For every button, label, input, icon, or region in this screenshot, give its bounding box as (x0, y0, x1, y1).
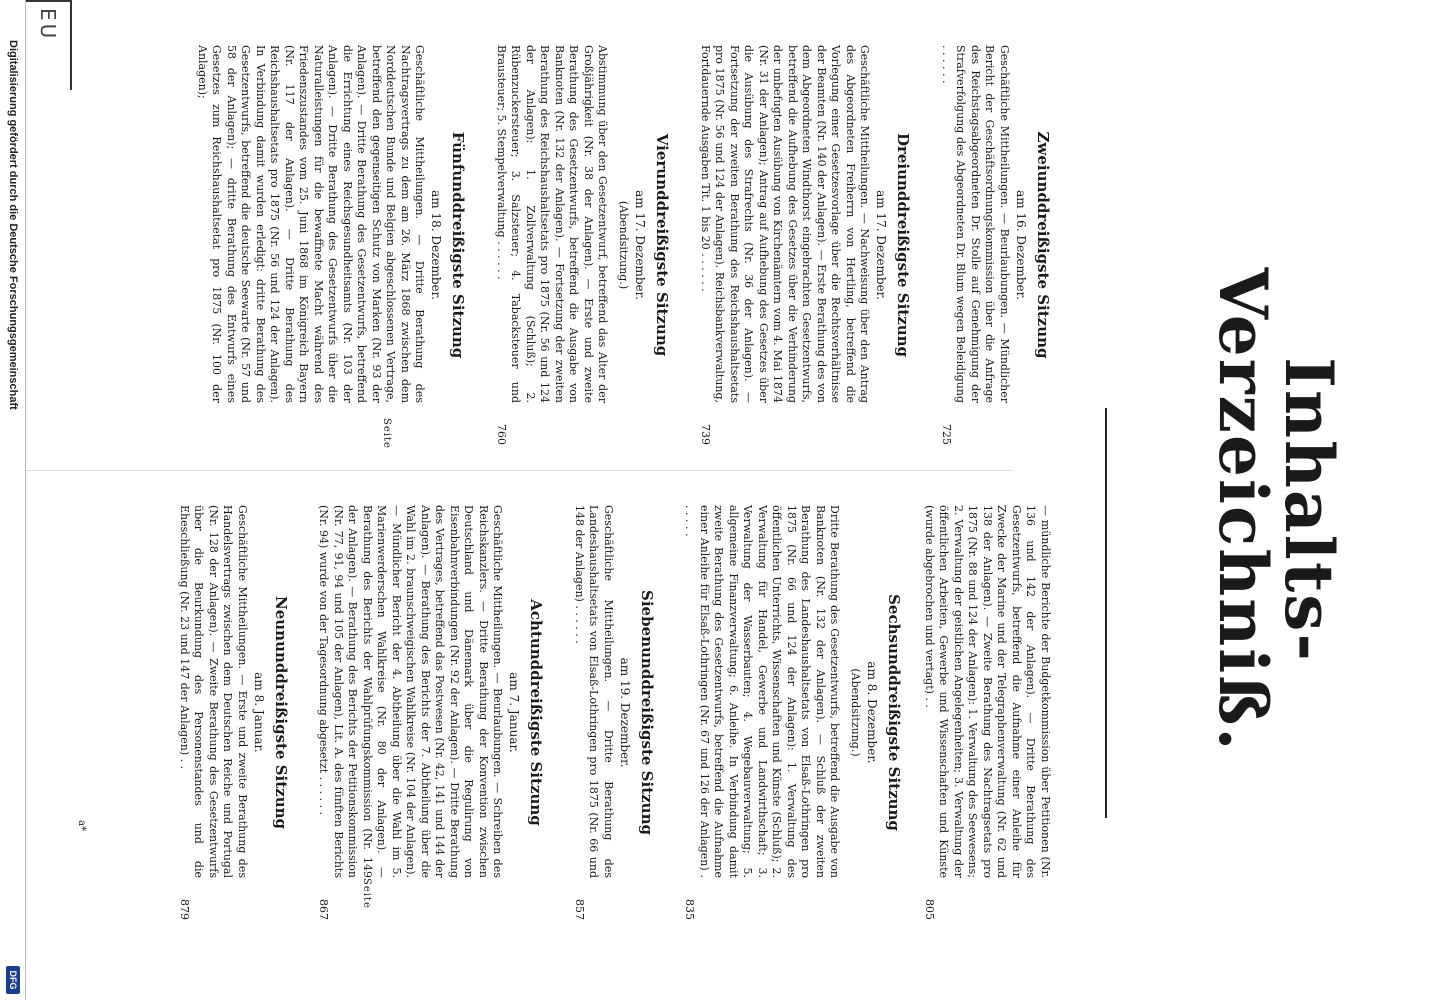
session-block (494, 45, 672, 445)
session-block (572, 505, 657, 920)
session-date: am 16. Dezember. (1014, 190, 1028, 300)
page-number: 725 (940, 424, 953, 445)
toc-entry (195, 45, 427, 445)
session-date: am 7. Januar. (507, 672, 522, 753)
toc-entry (698, 45, 872, 445)
session-date: am 17. Dezember. (874, 190, 889, 300)
page-number: 879 (178, 899, 191, 920)
column-divider (12, 470, 1012, 471)
page-number: 739 (699, 424, 712, 445)
toc-entry-continuation (922, 505, 1053, 920)
footer-credit-text: Digitalisierung gefördert durch die Deutsche Forschungsgemeinschaft (7, 40, 19, 410)
session-title: Vierunddreißigste Sitzung (653, 133, 672, 357)
session-title: Zweiunddreißigste Sitzung (1034, 131, 1052, 359)
session-block (682, 505, 904, 920)
right-column (151, 505, 1053, 920)
entry-text: Abstimmung über den Gesetzentwurf, betreffend das Alter der Großjährigkeit (Nr. 38 der Anlagen). — Erste und zweite Berathung des Gesetzentwurfs, betreffend die Ausgabe von Banknoten (Nr. 132 der Anlagen). — Fortsetzung der zweiten Berathung des Reichshaushaltsetats pro 1875 (Nr. 56 und 124 der Anlagen): 1. Zollverwaltung (Schluß); 2. Rübenzuckersteuer; 3. Salzsteuer; 4. Tabacksteuer und Brausteuer; 5. Stempelverwaltung . . . . . . (495, 45, 610, 403)
session-block (698, 45, 913, 445)
entry-text: Geschäftliche Mittheilungen. — Beurlaubungen. — Mündlicher Bericht der Geschäftsordnungskommission über die Anfrage des Reichstagsabgeordneten Dr. Stolle auf Genehmigung der Strafverfolgung des Abgeordneten Dr. Blum wegen Beleidigung . . . . . . (940, 45, 1011, 403)
page-number: 760 (495, 424, 508, 445)
digitization-footer (0, 0, 26, 1000)
toc-entry (316, 505, 505, 920)
page-number: 805 (923, 899, 936, 920)
session-date: am 8. Januar. (252, 672, 266, 753)
session-block (939, 45, 1053, 445)
toc-entry (939, 45, 1012, 445)
session-title: Neununddreißigste Sitzung (272, 596, 290, 829)
toc-entry (177, 505, 250, 920)
session-subtitle: (Abendsitzung.) (849, 668, 863, 757)
left-page-column-label: Seite (381, 418, 392, 449)
printer-signature-mark: a* (76, 820, 87, 831)
session-title: Achtunddreißigste Sitzung (527, 599, 546, 826)
session-date: am 19. Dezember. (618, 657, 632, 768)
session-title: Fünfunddreißigste Sitzung (449, 131, 468, 359)
session-title: Dreiunddreißigste Sitzung (894, 132, 913, 358)
session-title: Sechsunddreißigste Sitzung (885, 594, 904, 831)
session-block (177, 505, 291, 920)
entry-text: Geschäftliche Mittheilungen. — Nachweisung über den Antrag des Abgeordneten Freiherrn von Hertling, betreffend die Vorlegung einer Gesetzesvorlage über die Rechtsverhältnisse der Beamten (Nr. 140 der Anlagen). — Erste Berathung des von dem Abgeordneten Windthorst eingebrachten Gesetzentwurfs, betreffend die Aufhebung des Gesetzes über die Verhinderung der unbefugten Ausübung von Kirchenämtern vom 4. Mai 1874 (Nr. 31 der Anlagen); Antrag auf Aufhebung des Gesetzes über die Ausübung des Strafrechts (Nr. 36 der Anlagen). — Fortsetzung der zweiten Berathung des Reichshaushaltsetats pro 1875 (Nr. 56 und 124 der Anlagen). Reichsbankverwaltung, Fortdauernde Ausgaben Tit. 1 bis 20 . . . . . . (699, 45, 872, 403)
entry-text: Geschäftliche Mittheilungen. — Dritte Berathung des Landeshaushaltsetats von Elsaß-Lothringen pro 1875 (Nr. 66 und 148 der Anlagen) . . . . . . (573, 505, 615, 878)
session-date: am 8. Dezember. (865, 661, 880, 764)
toc-entry (494, 45, 610, 445)
session-subtitle: (Abendsitzung.) (617, 200, 631, 290)
session-block (195, 45, 468, 445)
entry-text: — mündliche Berichte der Budgetkommission über Petitionen (Nr. 136 und 142 der Anlagen). — Dritte Berathung des Gesetzentwurfs, betreffend die Aufnahme einer Anleihe für Zwecke der Marine und der Telegraphenverwaltung (Nr. 62 und 138 der Anlagen). — Zweite Berathung des Nachtragsetats pro 1875 (Nr. 88 und 124 der Anlagen): 1. Verwaltung des Seewesens; 2. Verwaltung der geistlichen Angelegenheiten; 3. Verwaltung der öffentlichen Arbeiten, Gewerbe und Wissenschaften und Künste (wurde abgebrochen und vertagt) . . (923, 505, 1052, 878)
right-page-column-label: Seite (361, 878, 372, 909)
entry-text: Geschäftliche Mittheilungen. — Beurlaubungen. — Schreiben des Reichskanzlers. — Dritte Berathung der Konvention zwischen Deutschland und Dänemark über die Regulirung von Eisenbahnverbindungen (Nr. 92 der Anlagen). — Dritte Berathung des Vertrages, betreffend das Postwesen (Nr. 42, 141 und 144 der Anlagen). — Berathung des Berichts der 7. Abtheilung über die Wahl im 2. braunschweigischen Wahlkreise (Nr. 104 der Anlagen). — Mündlicher Bericht der 4. Abtheilung über die Wahl im 5. Marienwerderschen Wahlkreise (Nr. 80 der Anlagen). — Berathung des Berichts der Wahlprüfungskommission (Nr. 149 der Anlagen). — Berathung des Berichts der Petitionskommission (Nr. 77, 91, 94 und 105 der Anlagen), Lit. A. des fünften Berichts (Nr. 94) wurde von der Tagesordnung abgesetzt . . . . . . (317, 505, 505, 878)
entry-text: Geschäftliche Mittheilungen. — Dritte Berathung des Nachtragsvertrags zu dem am 26. März 1868 zwischen dem Norddeutschen Bunde und Belgien abgeschlossenen Vertrage, betreffend den gegenseitigen Schutz von Marken (Nr. 93 der Anlagen). — Dritte Berathung des Gesetzentwurfs, betreffend die Errichtung eines Reichsgesundheitsamts (Nr. 103 der Anlagen). — Dritte Berathung des Gesetzentwurfs über die Naturalleistungen für die bewaffnete Macht während des Friedenszustandes vom 25. Juni 1868 im Königreich Bayern (Nr. 117 der Anlagen). — Dritte Berathung des Reichshaushaltsetats pro 1875 (Nr. 56 und 124 der Anlagen). In Verbindung damit wurden erledigt: dritte Berathung des Gesetzentwurfs, betreffend die deutsche Seewarte (Nr. 57 und 58 der Anlagen); — dritte Berathung des Entwurfs eines Gesetzes zum Reichshaushaltsetat pro 1875 (Nr. 100 der Anlagen); (196, 45, 427, 403)
toc-entry (572, 505, 616, 920)
session-date: am 18. Dezember. (429, 190, 444, 300)
page-number: 857 (573, 899, 586, 920)
page-number: 835 (683, 899, 697, 920)
dfg-logo-icon: DFG (6, 966, 20, 994)
left-column (169, 45, 1053, 445)
session-block (316, 505, 546, 920)
entry-text: Geschäftliche Mittheilungen. — Erste und zweite Berathung des Handelsvertrags zwischen dem Deutschen Reiche und Portugal (Nr. 128 der Anlagen). — Zweite Berathung des Gesetzentwurfs über die Beurkundung des Personenstandes und die Eheschließung (Nr. 23 und 147 der Anlagen) . . (178, 505, 249, 878)
session-date: am 17. Dezember. (633, 190, 648, 300)
library-stamp-text: EU (36, 8, 60, 42)
title-underline (1105, 408, 1107, 818)
session-title: Siebenunddreißigste Sitzung (638, 590, 656, 835)
entry-text: Dritte Berathung des Gesetzentwurfs, betreffend die Ausgabe von Banknoten (Nr. 132 der Anlagen). — Schluß der zweiten Berathung des Landeshaushaltsetats von Elsaß-Lothringen pro 1875 (Nr. 66 und 124 der Anlagen): 1. Verwaltung des öffentlichen Unterrichts, Wissenschaften und Künste (Schluß); 2. Verwaltung für Handel, Gewerbe und Landwirthschaft; 3. Verwaltung der Wasserbauten; 4. Wegebauverwaltung; 5. allgemeine Finanzverwaltung; 6. Anleihe. In Verbindung damit zweite Berathung des Gesetzentwurfs, betreffend die Aufnahme einer Anleihe für Elsaß-Lothringen (Nr. 67 und 126 der Anlagen) . . . . . . (683, 505, 842, 878)
page-title: Inhalts-Verzeichniß. (1204, 267, 1348, 753)
toc-entry (682, 505, 842, 920)
page-number: 867 (317, 899, 331, 920)
